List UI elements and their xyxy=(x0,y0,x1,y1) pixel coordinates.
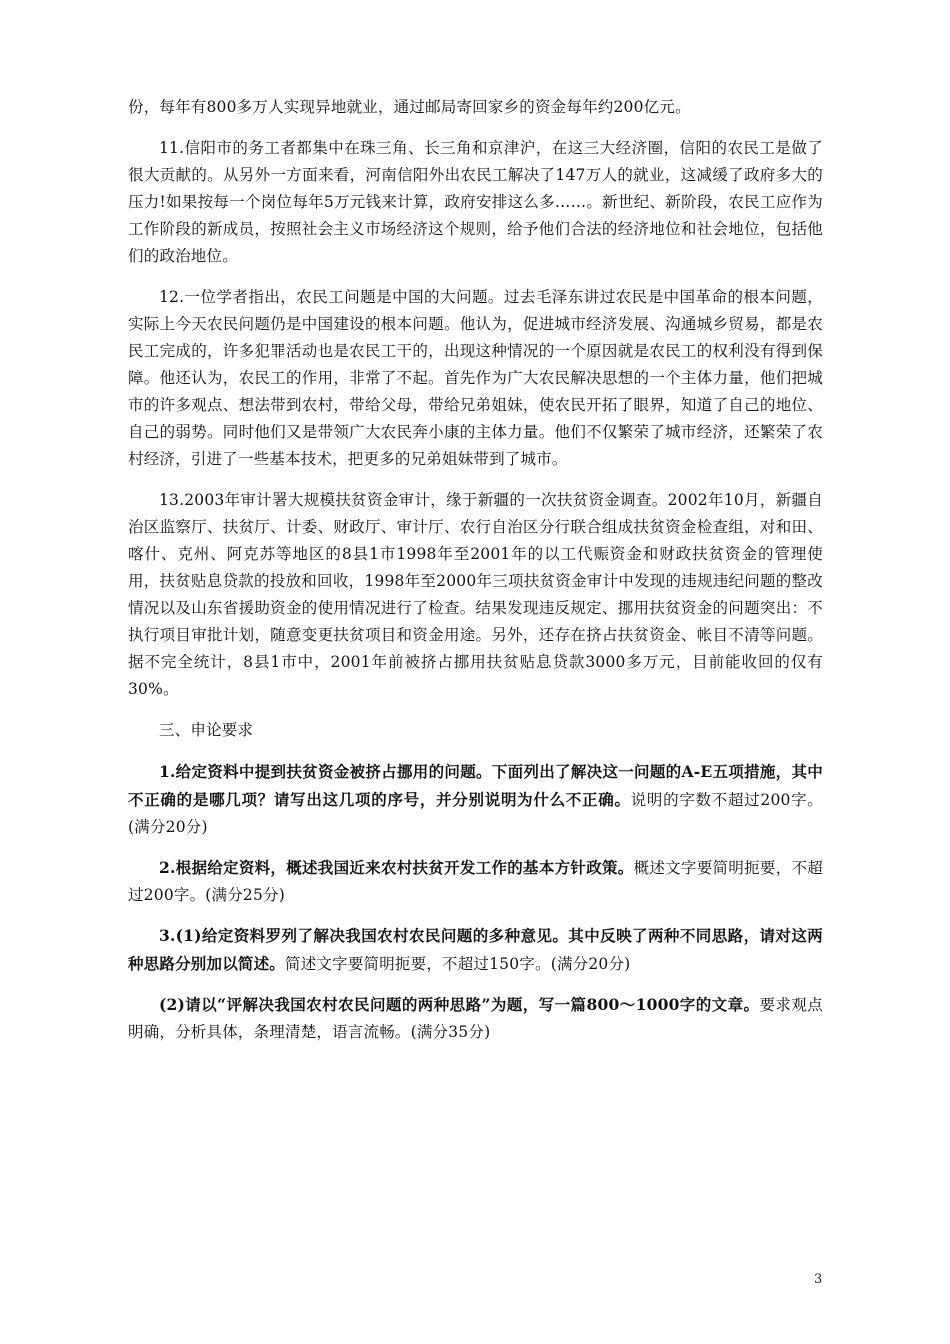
paragraph-item-12: 12.一位学者指出，农民工问题是中国的大问题。过去毛泽东讲过农民是中国革命的根本问题，实际上今天农民问题仍是中国建设的根本问题。他认为，促进城市经济发展、沟通城乡贸易，都是农民工完成的，许多犯罪活动也是农民工干的，出现这种情况的一个原因就是农民工的权利没有得到保障。他还认为，农民工的作用，非常了不起。首先作为广大农民解决思想的一个主体力量，他们把城市的许多观点、想法带到农村，带给父母，带给兄弟姐妹，使农民开拓了眼界，知道了自己的地位、自己的弱势。同时他们又是带领广大农民奔小康的主体力量。他们不仅繁荣了城市经济，还繁荣了农村经济，引进了一些基本技术，把更多的兄弟姐妹带到了城市。 xyxy=(128,288,823,468)
requirement-3-1-question: 3.(1)给定资料罗列了解决我国农村农民问题的多种意见。其中反映了两种不同思路，请对这两种思路分别加以简述。 xyxy=(128,926,823,973)
requirement-1-instructions: 说明的字数不超过200字。(满分20分) xyxy=(128,791,824,836)
requirement-1 xyxy=(128,758,823,841)
requirement-2-instructions: 概述文字要简明扼要，不超过200字。(满分25分) xyxy=(128,859,823,904)
requirement-3-1 xyxy=(128,922,823,978)
page-number: 3 xyxy=(814,1272,823,1287)
requirement-1-question: 1.给定资料中提到扶贫资金被挤占挪用的问题。下面列出了解决这一问题的A-E五项措施，其中不正确的是哪几项？请写出这几项的序号，并分别说明为什么不正确。 xyxy=(128,762,823,809)
section-heading: 三、申论要求 xyxy=(159,721,254,739)
requirement-2 xyxy=(128,854,823,909)
paragraph-continuation: 份，每年有800多万人实现异地就业，通过邮局寄回家乡的资金每年约200亿元。 xyxy=(128,98,691,116)
document-body xyxy=(128,94,823,1059)
requirement-2-question: 2.根据给定资料，概述我国近来农村扶贫开发工作的基本方针政策。 xyxy=(159,858,634,877)
requirement-3-2 xyxy=(128,991,823,1046)
requirement-3-2-instructions: 要求观点明确，分析具体，条理清楚，语言流畅。(满分35分) xyxy=(128,996,823,1041)
paragraph-item-11: 11.信阳市的务工者都集中在珠三角、长三角和京津沪，在这三大经济圈，信阳的农民工是做了很大贡献的。从另外一方面来看，河南信阳外出农民工解决了147万人的就业，这减缓了政府多大的压力!如果按每一个岗位每年5万元钱来计算，政府安排这么多……。新世纪、新阶段，农民工应作为工作阶段的新成员，按照社会主义市场经济这个规则，给予他们合法的经济地位和社会地位，包括他们的政治地位。 xyxy=(128,139,823,265)
requirement-3-2-question: (2)请以“评解决我国农村农民问题的两种思路”为题，写一篇800～1000字的文章。 xyxy=(159,995,760,1014)
requirement-3-1-instructions: 简述文字要简明扼要，不超过150字。(满分20分) xyxy=(285,955,631,973)
paragraph-item-13: 13.2003年审计署大规模扶贫资金审计，缘于新疆的一次扶贫资金调查。2002年10月，新疆自治区监察厅、扶贫厅、计委、财政厅、审计厅、农行自治区分行联合组成扶贫资金检查组，对和田、喀什、克州、阿克苏等地区的8县1市1998年至2001年的以工代赈资金和财政扶贫资金的管理使用，扶贫贴息贷款的投放和回收，1998年至2000年三项扶贫资金审计中发现的违规违纪问题的整改情况以及山东省援助资金的使用情况进行了检查。结果发现违反规定、挪用扶贫资金的问题突出：不执行项目审批计划，随意变更扶贫项目和资金用途。另外，还存在挤占扶贫资金、帐目不清等问题。据不完全统计，8县1市中，2001年前被挤占挪用扶贫贴息贷款3000多万元，目前能收回的仅有30%。 xyxy=(128,491,823,698)
